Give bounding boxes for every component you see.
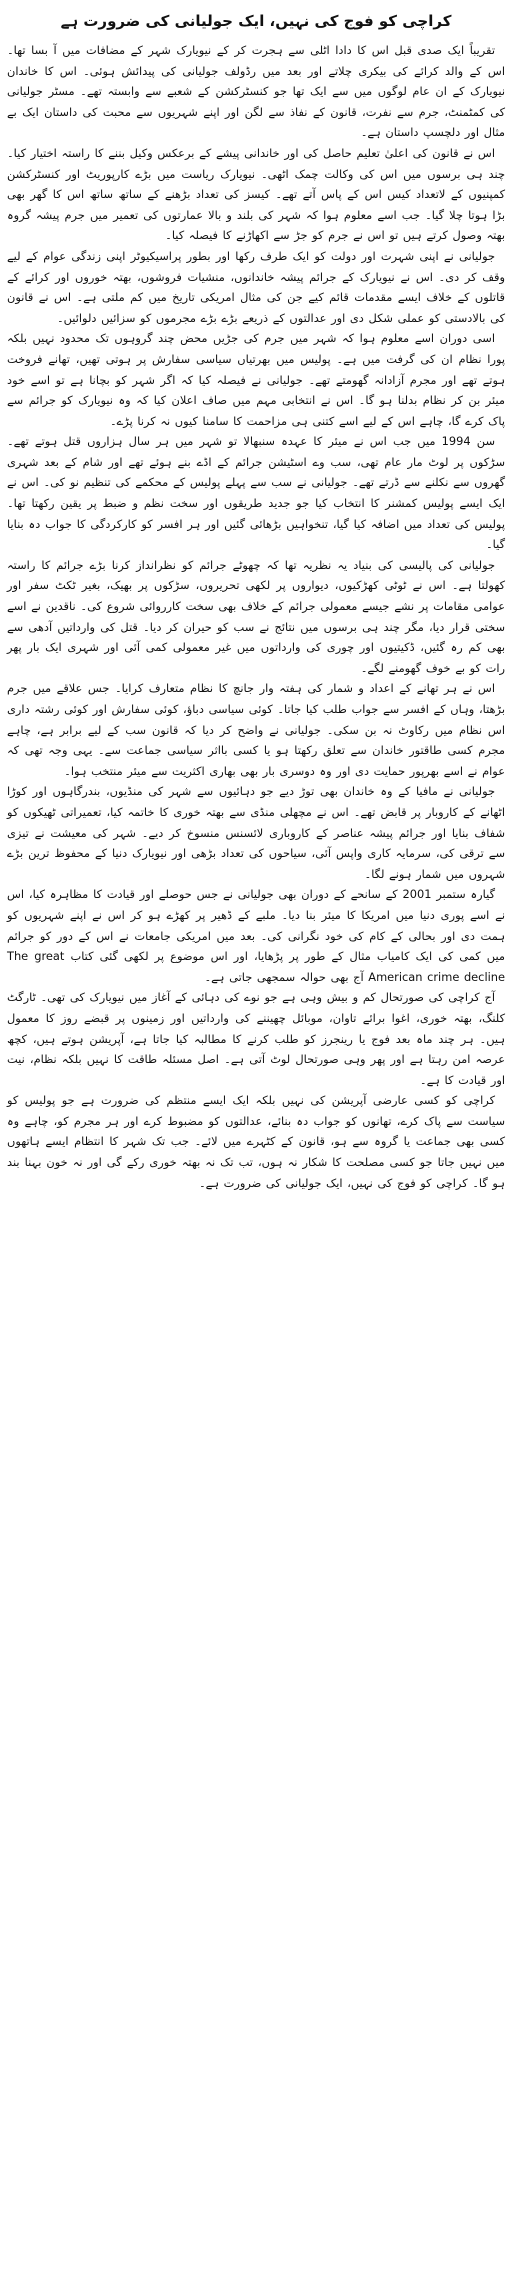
article-paragraph: گیارہ ستمبر 2001 کے سانحے کے دوران بھی جولیانی نے جس حوصلے اور قیادت کا مظاہرہ کیا، اس نے اسے پوری دنیا میں امریکا کا میئر بنا دیا۔ ملبے کے ڈھیر پر کھڑے ہو کر اس نے اپنے شہریوں کو ہمت دی اور بحالی کے کام کی خود نگرانی کی۔ بعد میں امریکی جامعات نے اس کے دور کو جرائم میں کمی کی ایک کامیاب مثال کے طور پر پڑھایا، اور اس موضوع پر لکھی گئی کتاب The great American crime decline آج بھی حوالہ سمجھی جاتی ہے۔ bbox=[7, 887, 505, 984]
article-paragraph: جولیانی نے اپنی شہرت اور دولت کو ایک طرف رکھا اور بطور پراسیکیوٹر اپنی زندگی عوام کے لیے وقف کر دی۔ اس نے نیویارک کے جرائم پیشہ خاندانوں، منشیات فروشوں، بھتہ خوروں اور کرائے کے قاتلوں کے خلاف ایسے مقدمات قائم کیے جن کی مثال امریکی تاریخ میں کم ملتی ہے۔ اس نے قانون کی بالادستی کو عملی شکل دی اور عدالتوں کے ذریعے بڑے بڑے مجرموں کو سزائیں دلوائیں۔ bbox=[7, 248, 505, 325]
article-paragraph: جولیانی نے مافیا کے وہ خاندان بھی توڑ دیے جو دہائیوں سے شہر کی منڈیوں، بندرگاہوں اور کوڑا اٹھانے کے کاروبار پر قابض تھے۔ اس نے مچھلی منڈی سے بھتہ خوری کا خاتمہ کیا، تعمیراتی ٹھیکوں کو شفاف بنایا اور جرائم پیشہ عناصر کے کاروباری لائسنس منسوخ کر دیے۔ شہر کی معیشت نے تیزی سے ترقی کی، سرمایہ کاری واپس آئی، سیاحوں کی تعداد بڑھی اور نیویارک دنیا کے محفوظ ترین بڑے شہروں میں شمار ہونے لگا۔ bbox=[7, 784, 505, 881]
article-paragraph: اسی دوران اسے معلوم ہوا کہ شہر میں جرم کی جڑیں محض چند گروہوں تک محدود نہیں بلکہ پورا نظام ان کی گرفت میں ہے۔ پولیس میں بھرتیاں سیاسی سفارش پر ہوتی تھیں، تھانے فروخت ہوتے تھے اور مجرم آزادانہ گھومتے تھے۔ جولیانی نے فیصلہ کیا کہ اگر شہر کو بچانا ہے تو اسے خود میئر بن کر نظام بدلنا ہو گا۔ اس نے انتخابی مہم میں صاف اعلان کیا کہ وہ نیویارک کو جرائم سے پاک کرے گا، چاہے اس کے لیے اسے کتنی ہی مزاحمت کا سامنا کیوں نہ کرنا پڑے۔ bbox=[7, 331, 505, 428]
article-paragraph: آج کراچی کی صورتحال کم و بیش وہی ہے جو نوے کی دہائی کے آغاز میں نیویارک کی تھی۔ ٹارگٹ کلنگ، بھتہ خوری، اغوا برائے تاوان، موبائل چھیننے کی وارداتیں اور زمینوں پر قبضے روز کا معمول ہیں۔ ہر چند ماہ بعد فوج یا رینجرز کو طلب کرنے کا مطالبہ کیا جاتا ہے، آپریشن ہوتے ہیں، کچھ عرصہ امن رہتا ہے اور پھر وہی صورتحال لوٹ آتی ہے۔ اصل مسئلہ طاقت کا نہیں بلکہ نظام، نیت اور قیادت کا ہے۔ bbox=[7, 990, 505, 1087]
article-headline: کراچی کو فوج کی نہیں، ایک جولیانی کی ضرورت ہے bbox=[60, 12, 452, 30]
article-body bbox=[7, 40, 505, 1193]
article-paragraph: اس نے ہر تھانے کے اعداد و شمار کی ہفتہ وار جانچ کا نظام متعارف کرایا۔ جس علاقے میں جرم بڑھتا، وہاں کے افسر سے جواب طلب کیا جاتا۔ کوئی سیاسی دباؤ، کوئی سفارش اور کوئی رشتہ داری اس نظام میں رکاوٹ نہ بن سکی۔ جولیانی نے واضح کر دیا کہ قانون سب کے لیے برابر ہے، چاہے مجرم کسی طاقتور خاندان سے تعلق رکھتا ہو یا کسی بااثر سیاسی جماعت سے۔ یہی وجہ تھی کہ عوام نے اسے بھرپور حمایت دی اور وہ دوسری بار بھی بھاری اکثریت سے میئر منتخب ہوا۔ bbox=[7, 681, 505, 778]
article-paragraph: اس نے قانون کی اعلیٰ تعلیم حاصل کی اور خاندانی پیشے کے برعکس وکیل بننے کا راستہ اختیار کیا۔ چند ہی برسوں میں اس کی وکالت چمک اٹھی۔ نیویارک ریاست میں بڑے کارپوریٹ اور کنسٹرکشن کمپنیوں کے لاتعداد کیس اس کے پاس آتے تھے۔ کیسز کی تعداد بڑھنے کے ساتھ ساتھ اس کا گھر بھی بڑا ہوتا چلا گیا۔ جب اسے معلوم ہوا کہ شہر کی بلند و بالا عمارتوں کی تعمیر میں جرم پیشہ گروہ بھتہ وصول کرتے ہیں تو اس نے جرم کو جڑ سے اکھاڑنے کا فیصلہ کیا۔ bbox=[7, 145, 505, 243]
article-paragraph: سن 1994 میں جب اس نے میئر کا عہدہ سنبھالا تو شہر میں ہر سال ہزاروں قتل ہوتے تھے۔ سڑکوں پر لوٹ مار عام تھی، سب وے اسٹیشن جرائم کے اڈے بنے ہوئے تھے اور شام کے بعد شہری گھروں سے نکلنے سے ڈرتے تھے۔ جولیانی نے سب سے پہلے پولیس کے محکمے کی تنظیم نو کی۔ اس نے ایک ایسے پولیس کمشنر کا انتخاب کیا جو جدید طریقوں اور سخت نظم و ضبط پر یقین رکھتا تھا۔ پولیس کی تعداد میں اضافہ کیا گیا، تنخواہیں بڑھائی گئیں اور ہر افسر کو کارکردگی کا جواب دہ بنایا گیا۔ bbox=[7, 434, 505, 552]
article-paragraph: جولیانی کی پالیسی کی بنیاد یہ نظریہ تھا کہ چھوٹے جرائم کو نظرانداز کرنا بڑے جرائم کا راستہ کھولتا ہے۔ اس نے ٹوٹی کھڑکیوں، دیواروں پر لکھی تحریروں، سڑکوں پر بھیک، بغیر ٹکٹ سفر اور عوامی مقامات پر نشے جیسے معمولی جرائم کے خلاف بھی سخت کارروائی شروع کی۔ ناقدین نے اسے سختی قرار دیا، مگر چند ہی برسوں میں نتائج نے سب کو حیران کر دیا۔ قتل کی وارداتیں آدھی سے بھی کم رہ گئیں، ڈکیتیوں اور چوری کی وارداتوں میں غیر معمولی کمی آئی اور شہری ایک بار پھر رات کو بے خوف گھومنے لگے۔ bbox=[7, 557, 505, 675]
article-paragraph: تقریباً ایک صدی قبل اس کا دادا اٹلی سے ہجرت کر کے نیویارک شہر کے مضافات میں آ بسا تھا۔ اس کے والد کرائے کی بیکری چلاتے اور بعد میں رڈولف جولیانی کی پیدائش ہوئی۔ اس کا خاندان نیویارک کے ان عام لوگوں میں سے ایک تھا جو کنسٹرکشن کے شعبے سے وابستہ تھے۔ مسٹر جولیانی کی کمٹمنٹ، جرم سے نفرت، قانون کے نفاذ سے لگن اور اپنے شہریوں سے محبت کی داستان ایک بے مثال اور دلچسپ داستان ہے۔ bbox=[7, 43, 505, 140]
article-paragraph: کراچی کو کسی عارضی آپریشن کی نہیں بلکہ ایک ایسے منتظم کی ضرورت ہے جو پولیس کو سیاست سے پاک کرے، تھانوں کو جواب دہ بنائے، عدالتوں کو مضبوط کرے اور ہر مجرم کو، چاہے وہ کسی بھی جماعت یا گروہ سے ہو، قانون کے کٹہرے میں لائے۔ جب تک شہر کا انتظام ایسے ہاتھوں میں نہیں جاتا جو کسی مصلحت کا شکار نہ ہوں، تب تک نہ بھتہ خوری رکے گی اور نہ خون بہنا بند ہو گا۔ کراچی کو فوج کی نہیں، ایک جولیانی کی ضرورت ہے۔ bbox=[7, 1093, 505, 1190]
